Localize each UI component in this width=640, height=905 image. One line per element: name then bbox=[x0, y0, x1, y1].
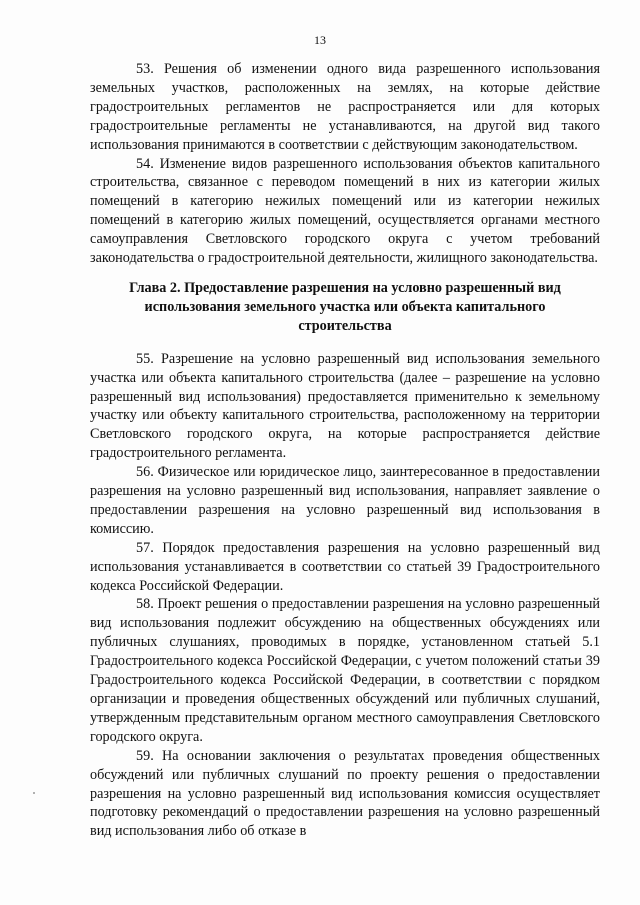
paragraph-58: 58. Проект решения о предоставлении разрешения на условно разрешенный вид использования подлежит обсуждению на общественных обсуждениях или публичных слушаниях, проводимых в порядке, установленном статьей 5.1 Градостроительного кодекса Российской Федерации, с учетом положений статьи 39 Градостроительного кодекса Российской Федерации, в соответствии с порядком организации и проведения общественных обсуждений или публичных слушаний, утвержденным представительным органом местного самоуправления Светловского городского округа. bbox=[90, 596, 600, 745]
paragraph-54: 54. Изменение видов разрешенного использования объектов капитального строительства, связанное с переводом помещений в них из категории жилых помещений в категорию нежилых помещений или из категории нежилых помещений в категорию жилых помещений, осуществляется органами местного самоуправления Светловского городского округа с учетом требований законодательства о градостроительной деятельности, жилищного законодательства. bbox=[90, 155, 600, 267]
page-number: 13 bbox=[314, 33, 326, 47]
paragraph-56: 56. Физическое или юридическое лицо, заинтересованное в предоставлении разрешения на условно разрешенный вид использования, направляет заявление о предоставлении разрешения на условно разрешенный вид использования в комиссию. bbox=[90, 464, 600, 537]
paragraph-59: 59. На основании заключения о результатах проведения общественных обсуждений или публичных слушаний по проекту решения о предоставлении разрешения на условно разрешенный вид использования комиссия осуществляет подготовку рекомендаций о предоставлении разрешения на условно разрешенный вид использования либо об отказе в bbox=[90, 747, 600, 840]
chapter-heading: Глава 2. Предоставление разрешения на условно разрешенный вид использования земельного участка или объекта капитального строительства bbox=[129, 279, 561, 334]
paragraph-53: 53. Решения об изменении одного вида разрешенного использования земельных участков, расположенных на землях, на которые действие градостроительных регламентов не распространяется или для которых градостроительные регламенты не устанавливаются, на другой вид такого использования принимаются в соответствии с действующим законодательством. bbox=[90, 61, 600, 153]
document-body bbox=[90, 60, 600, 841]
scan-speck bbox=[33, 792, 35, 794]
paragraph-55: 55. Разрешение на условно разрешенный вид использования земельного участка или объекта капитального строительства (далее – разрешение на условно разрешенный вид использования) предоставляется применительно к земельному участку или объекту капитального строительства, расположенному на территории Светловского городского округа, на которые распространяется действие градостроительного регламента. bbox=[90, 350, 600, 462]
paragraph-57: 57. Порядок предоставления разрешения на условно разрешенный вид использования устанавливается в соответствии со статьей 39 Градостроительного кодекса Российской Федерации. bbox=[90, 539, 600, 594]
